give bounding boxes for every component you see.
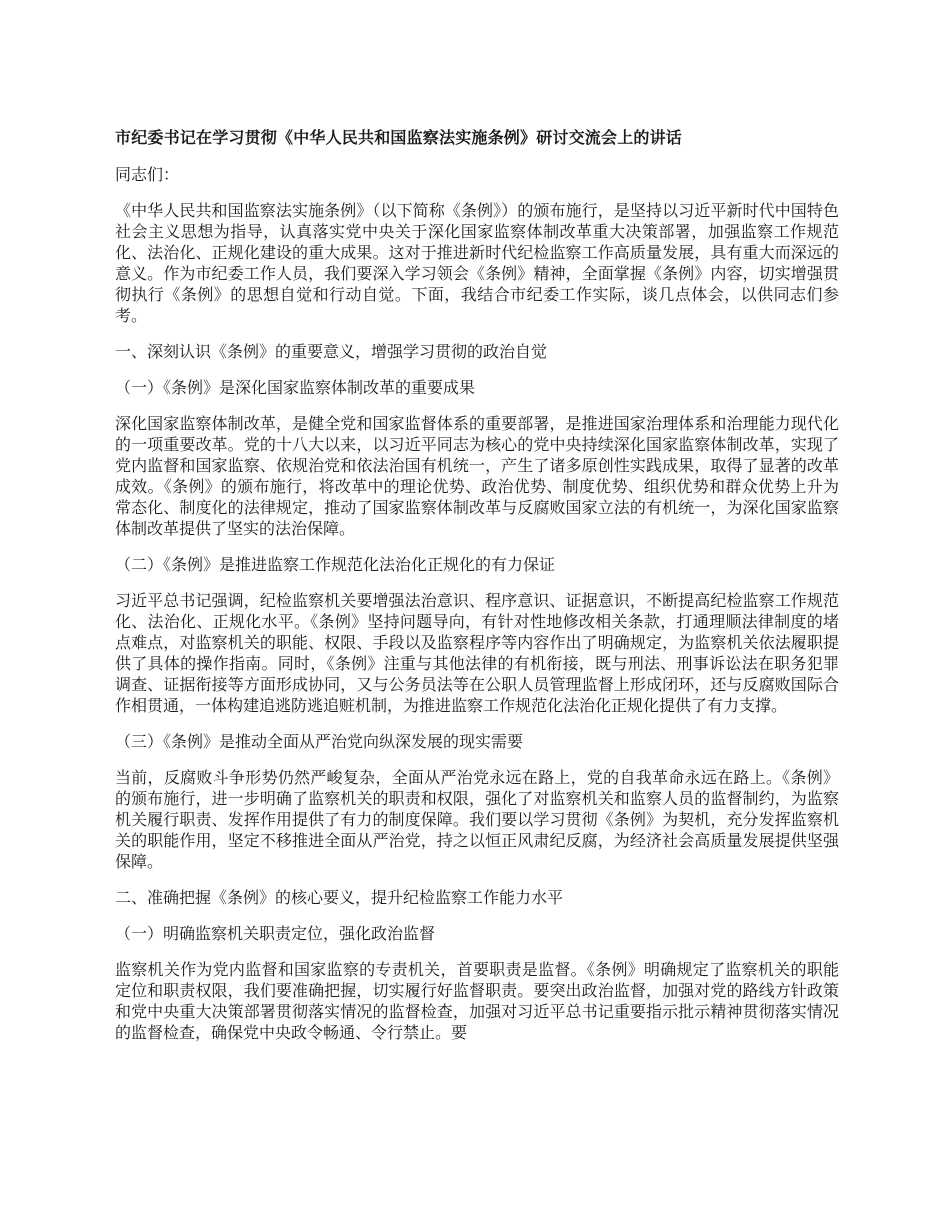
section-1-sub-2-paragraph: 习近平总书记强调，纪检监察机关要增强法治意识、程序意识、证据意识，不断提高纪检监察工作规范化、法治化、正规化水平。《条例》坚持问题导向，有针对性地修改相关条款，打通理顺法律制度的堵点难点，对监察机关的职能、权限、手段以及监察程序等内容作出了明确规定，为监察机关依法履职提供了具体的操作指南。同时，《条例》注重与其他法律的有机衔接，既与刑法、刑事诉讼法在职务犯罪调查、证据衔接等方面形成协同，又与公务员法等在公职人员管理监督上形成闭环，还与反腐败国际合作相贯通，一体构建追逃防逃追赃机制，为推进监察工作规范化法治化正规化提供了有力支撑。 (115, 591, 839, 715)
section-1-sub-1-heading: （一）《条例》是深化国家监察体制改革的重要成果 (115, 378, 476, 397)
section-1-sub-3-paragraph: 当前，反腐败斗争形势仍然严峻复杂，全面从严治党永远在路上，党的自我革命永远在路上。《条例》的颁布施行，进一步明确了监察机关的职责和权限，强化了对监察机关和监察人员的监督制约，为监察机关履行职责、发挥作用提供了有力的制度保障。我们要以学习贯彻《条例》为契机，充分发挥监察机关的职能作用，坚定不移推进全面从严治党，持之以恒正风肃纪反腐，为经济社会高质量发展提供坚强保障。 (115, 768, 839, 871)
section-1-sub-2-heading: （二）《条例》是推进监察工作规范化法治化正规化的有力保证 (115, 555, 556, 574)
section-1-heading: 一、深刻认识《条例》的重要意义，增强学习贯彻的政治自觉 (115, 342, 548, 361)
greeting: 同志们： (115, 165, 180, 184)
section-2-sub-1-heading: （一）明确监察机关职责定位，强化政治监督 (115, 924, 436, 943)
section-1-sub-3-heading: （三）《条例》是推动全面从严治党向纵深发展的现实需要 (115, 732, 524, 751)
document-title: 市纪委书记在学习贯彻《中华人民共和国监察法实施条例》研讨交流会上的讲话 (115, 128, 683, 147)
intro-paragraph: 《中华人民共和国监察法实施条例》（以下简称《条例》）的颁布施行，是坚持以习近平新时代中国特色社会主义思想为指导，认真落实党中央关于深化国家监察体制改革重大决策部署，加强监察工作规范化、法治化、正规化建设的重大成果。这对于推进新时代纪检监察工作高质量发展，具有重大而深远的意义。作为市纪委工作人员，我们要深入学习领会《条例》精神，全面掌握《条例》内容，切实增强贯彻执行《条例》的思想自觉和行动自觉。下面，我结合市纪委工作实际，谈几点体会，以供同志们参考。 (115, 201, 839, 325)
section-2-sub-1-paragraph: 监察机关作为党内监督和国家监察的专责机关，首要职责是监督。《条例》明确规定了监察机关的职能定位和职责权限，我们要准确把握，切实履行好监督职责。要突出政治监督，加强对党的路线方针政策和党中央重大决策部署贯彻落实情况的监督检查，加强对习近平总书记重要指示批示精神贯彻落实情况的监督检查，确保党中央政令畅通、令行禁止。要 (115, 960, 839, 1042)
section-1-sub-1-paragraph: 深化国家监察体制改革，是健全党和国家监督体系的重要部署，是推进国家治理体系和治理能力现代化的一项重要改革。党的十八大以来，以习近平同志为核心的党中央持续深化国家监察体制改革，实现了党内监督和国家监察、依规治党和依法治国有机统一，产生了诸多原创性实践成果，取得了显著的改革成效。《条例》的颁布施行，将改革中的理论优势、政治优势、制度优势、组织优势和群众优势上升为常态化、制度化的法律规定，推动了国家监察体制改革与反腐败国家立法的有机统一，为深化国家监察体制改革提供了坚实的法治保障。 (115, 414, 839, 538)
document-body (115, 126, 839, 1058)
section-2-heading: 二、准确把握《条例》的核心要义，提升纪检监察工作能力水平 (115, 888, 564, 907)
